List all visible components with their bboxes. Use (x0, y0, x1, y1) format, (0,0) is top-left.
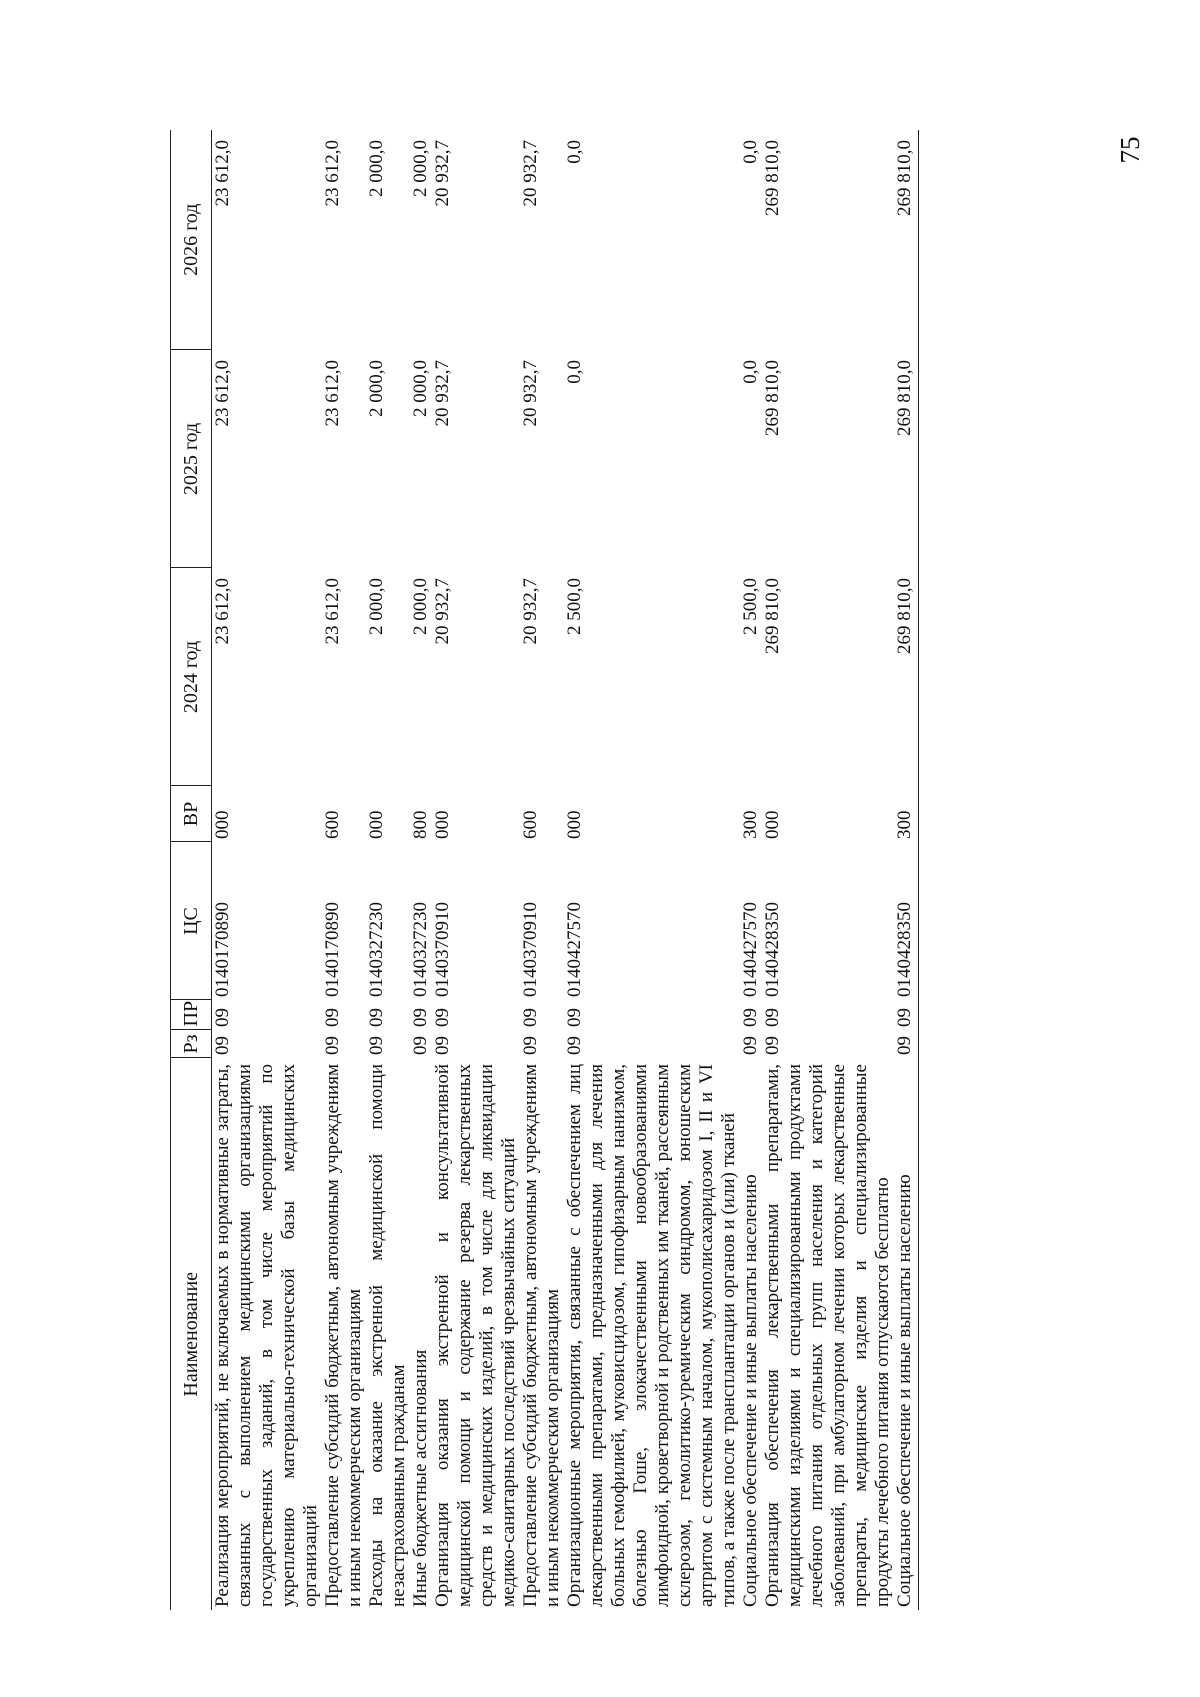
row-value-2026: 2 000,0 (410, 140, 431, 197)
row-pr: 09 (432, 1008, 453, 1027)
row-value-2026: 23 612,0 (212, 140, 233, 207)
table-body (212, 130, 919, 1610)
row-value-2026: 0,0 (740, 140, 761, 164)
row-name: Социальное обеспечение и иные выплаты населению (894, 1058, 919, 1610)
row-rz: 09 (410, 1036, 431, 1055)
row-cs: 0140327230 (410, 902, 431, 997)
row-value-2026: 2 000,0 (366, 140, 387, 197)
row-pr: 09 (740, 1008, 761, 1027)
row-rz: 09 (322, 1036, 343, 1055)
row-vr: 300 (894, 786, 919, 842)
row-name: Реализация мероприятий, не включаемых в нормативные затраты, связанных с выполнением медицинскими организациями государственных заданий, в том числе мероприятий по укреплению материально-технической базы медицинских организаций (212, 1064, 321, 1607)
row-value-2025: 2 000,0 (366, 360, 387, 417)
row-value-2025: 2 000,0 (410, 360, 431, 417)
row-value-2024: 23 612,0 (212, 578, 233, 645)
header-cs: ЦС (171, 842, 212, 1000)
row-pr: 09 (894, 1000, 919, 1030)
header-pr: ПР (171, 1000, 212, 1030)
row-name: Иные бюджетные ассигнования (410, 1349, 431, 1607)
row-pr: 09 (212, 1008, 233, 1027)
row-vr: 600 (322, 810, 343, 839)
row-name: Предоставление субсидий бюджетным, автономным учреждениям и иным некоммерческим организациям (520, 1064, 563, 1607)
row-vr: 300 (740, 810, 761, 839)
rotated-page-content (170, 130, 1070, 1610)
row-vr: 600 (520, 810, 541, 839)
table-row (894, 130, 919, 1610)
row-cs: 0140428350 (894, 842, 919, 1000)
row-value-2025: 0,0 (740, 360, 761, 384)
row-value-2026: 20 932,7 (520, 140, 541, 207)
budget-table (170, 130, 919, 1610)
row-vr: 000 (432, 810, 453, 839)
row-value-2025: 23 612,0 (212, 360, 233, 427)
row-value-2026: 20 932,7 (432, 140, 453, 207)
row-pr: 09 (762, 1008, 783, 1027)
row-cs: 0140428350 (762, 902, 783, 997)
table-row (520, 130, 564, 1610)
row-pr: 09 (564, 1008, 585, 1027)
row-cs: 0140170890 (322, 902, 343, 997)
table-row (322, 130, 366, 1610)
row-vr: 000 (212, 810, 233, 839)
header-rz: Рз (171, 1030, 212, 1058)
table-row (212, 130, 323, 1610)
row-rz: 09 (740, 1036, 761, 1055)
row-value-2025: 0,0 (564, 360, 585, 384)
row-value-2026: 269 810,0 (894, 130, 919, 350)
row-pr: 09 (366, 1008, 387, 1027)
row-value-2025: 269 810,0 (762, 360, 783, 436)
row-cs: 0140427570 (740, 902, 761, 997)
row-rz: 09 (520, 1036, 541, 1055)
row-rz: 09 (564, 1036, 585, 1055)
row-rz: 09 (366, 1036, 387, 1055)
row-pr: 09 (410, 1008, 431, 1027)
row-value-2025: 20 932,7 (432, 360, 453, 427)
row-rz: 09 (212, 1036, 233, 1055)
row-value-2024: 2 500,0 (564, 578, 585, 635)
row-value-2024: 269 810,0 (762, 578, 783, 654)
header-2025: 2025 год (171, 350, 212, 568)
row-value-2024: 20 932,7 (432, 578, 453, 645)
row-name: Расходы на оказание экстренной медицинской помощи незастрахованным гражданам (366, 1064, 409, 1607)
row-value-2026: 0,0 (564, 140, 585, 164)
row-cs: 0140427570 (564, 902, 585, 997)
table-header-row (171, 130, 212, 1610)
row-value-2024: 269 810,0 (894, 568, 919, 786)
row-rz: 09 (762, 1036, 783, 1055)
row-value-2026: 269 810,0 (762, 140, 783, 216)
row-vr: 800 (410, 810, 431, 839)
row-name: Организационные мероприятия, связанные с обеспечением лиц лекарственными препаратами, предназначенными для лечения больных гемофилией, муковисцидозом, гипофизарным нанизмом, болезнью Гоше, злокачественными новообразованиями лимфоидной, кроветворной и родственных им тканей, рассеянным склерозом, гемолитико-уремическим синдромом, юношеским артритом с системным началом, мукополисахаридозом I, II и VI типов, а также после трансплантации органов и (или) тканей (564, 1064, 739, 1607)
row-value-2024: 2 000,0 (410, 578, 431, 635)
row-cs: 0140170890 (212, 902, 233, 997)
header-2026: 2026 год (171, 130, 212, 350)
header-name: Наименование (171, 1058, 212, 1610)
page-number: 75 (1115, 136, 1145, 164)
row-value-2024: 2 500,0 (740, 578, 761, 635)
row-rz: 09 (432, 1036, 453, 1055)
row-vr: 000 (564, 810, 585, 839)
row-value-2025: 20 932,7 (520, 360, 541, 427)
table-row (366, 130, 410, 1610)
row-value-2026: 23 612,0 (322, 140, 343, 207)
row-cs: 0140370910 (432, 902, 453, 997)
row-name: Социальное обеспечение и иные выплаты населению (740, 1174, 761, 1607)
row-vr: 000 (366, 810, 387, 839)
row-cs: 0140327230 (366, 902, 387, 997)
row-pr: 09 (520, 1008, 541, 1027)
table-row (410, 130, 432, 1610)
row-vr: 000 (762, 810, 783, 839)
row-rz: 09 (894, 1030, 919, 1058)
table-row (762, 130, 894, 1610)
row-name: Предоставление субсидий бюджетным, автономным учреждениям и иным некоммерческим организациям (322, 1064, 365, 1607)
header-2024: 2024 год (171, 568, 212, 786)
table-row (432, 130, 520, 1610)
row-cs: 0140370910 (520, 902, 541, 997)
row-value-2025: 269 810,0 (894, 350, 919, 568)
row-name: Организация оказания экстренной и консультативной медицинской помощи и содержание резерва лекарственных средств и медицинских изделий, в том числе для ликвидации медико-санитарных последствий чрезвычайных ситуаций (432, 1064, 519, 1607)
row-name: Организация обеспечения лекарственными препаратами, медицинскими изделиями и специализированными продуктами лечебного питания отдельных групп населения и категорий заболеваний, при амбулаторном лечении которых лекарственные препараты, медицинские изделия и специализированные продукты лечебного питания отпускаются бесплатно (762, 1064, 893, 1607)
row-value-2025: 23 612,0 (322, 360, 343, 427)
header-vr: ВР (171, 786, 212, 842)
row-value-2024: 23 612,0 (322, 578, 343, 645)
row-pr: 09 (322, 1008, 343, 1027)
row-value-2024: 20 932,7 (520, 578, 541, 645)
table-row (564, 130, 740, 1610)
row-value-2024: 2 000,0 (366, 578, 387, 635)
table-row (740, 130, 762, 1610)
